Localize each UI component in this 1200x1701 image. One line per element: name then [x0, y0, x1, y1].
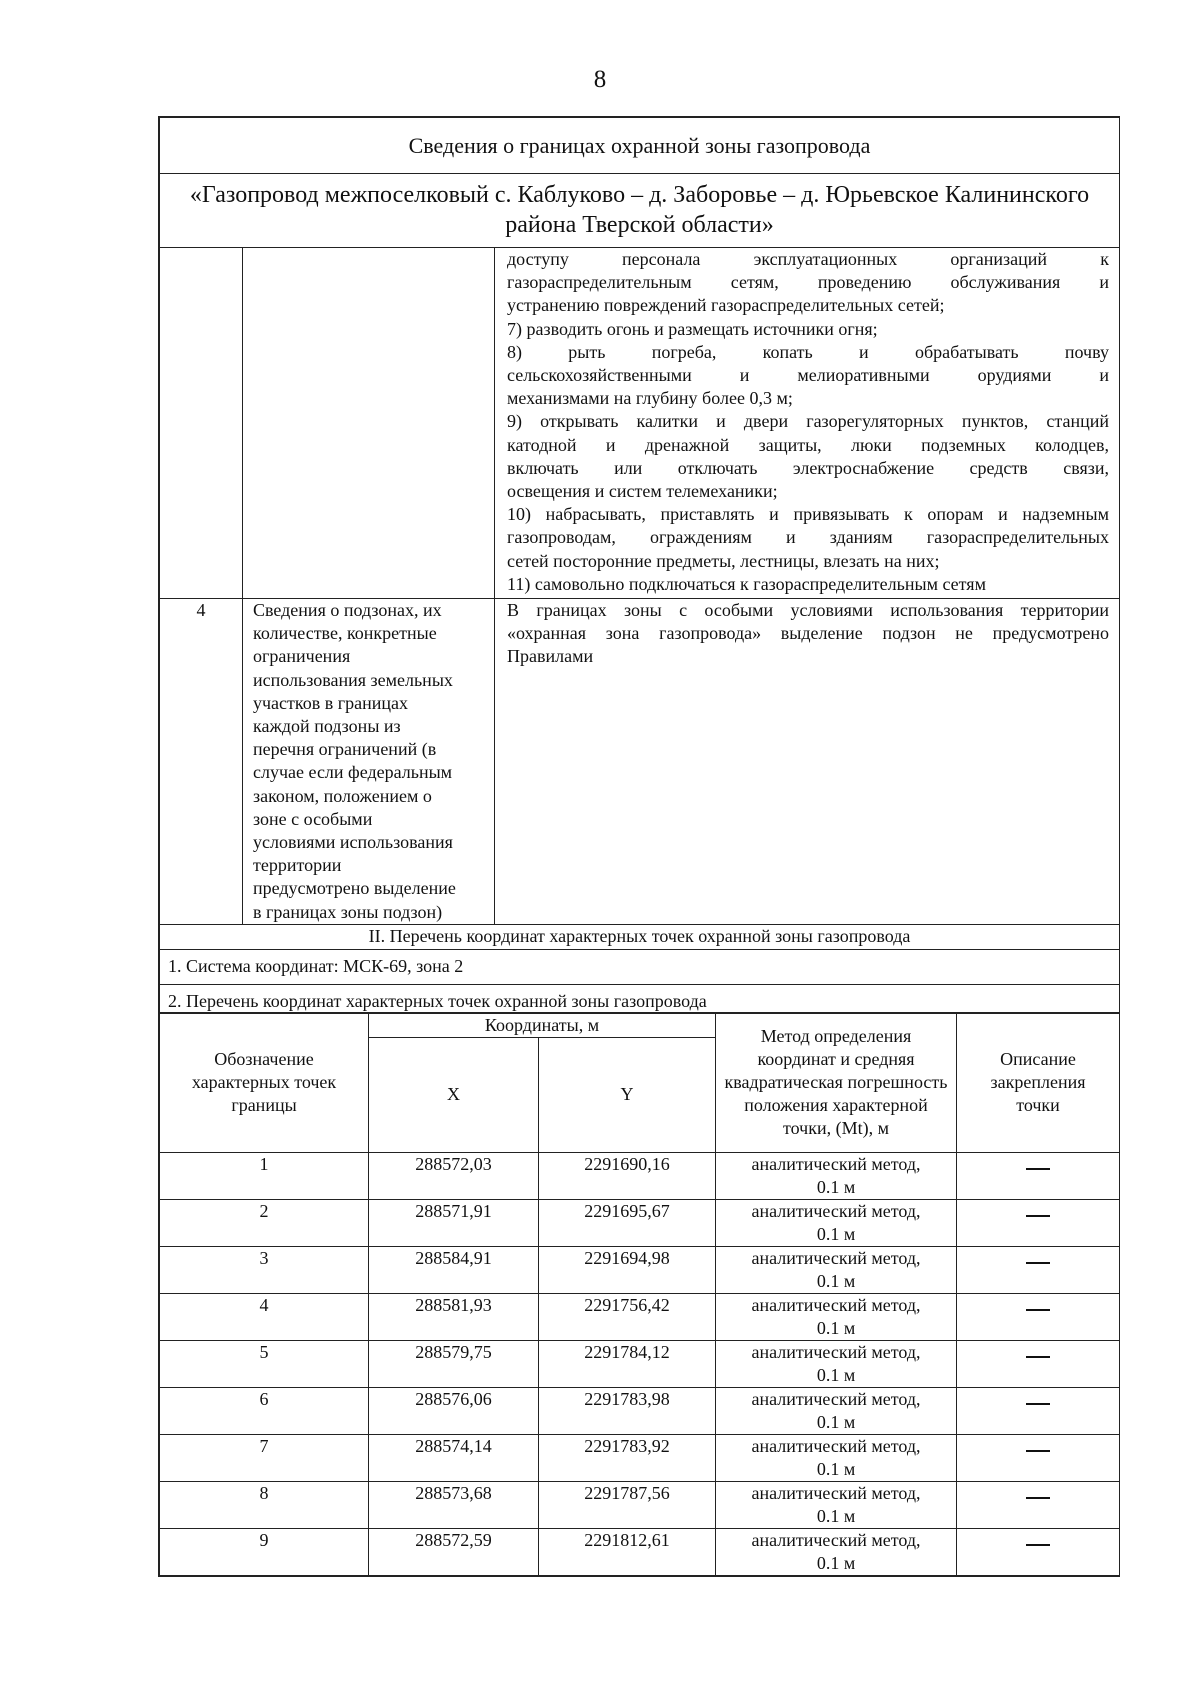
- coord-y: 2291783,92: [539, 1434, 716, 1481]
- method-text: аналитический метод,: [751, 1153, 921, 1174]
- restrictions-text: [495, 248, 1120, 599]
- subzones-label-line: перечня ограничений (в: [253, 739, 437, 760]
- method-text: аналитический метод,: [751, 1435, 921, 1456]
- dash-mark: [1026, 1215, 1050, 1217]
- restriction-line: 9) открывать калитки и двери газорегуляторных пунктов, станций: [507, 411, 1109, 432]
- point-number: 3: [160, 1246, 369, 1293]
- table-row: [160, 1293, 1120, 1340]
- table-row: [160, 1199, 1120, 1246]
- point-number: 6: [160, 1387, 369, 1434]
- coord-x: 288572,03: [369, 1152, 539, 1199]
- restriction-line: 8) рыть погреба, копать и обрабатывать почву: [507, 341, 1109, 362]
- subzones-value-line: Правилами: [507, 646, 594, 667]
- fixing-description: [957, 1152, 1120, 1199]
- method-cell: [716, 1340, 957, 1387]
- subzones-value: [495, 599, 1120, 925]
- method-cell: [716, 1434, 957, 1481]
- method-cell: [716, 1528, 957, 1575]
- subzones-label-line: Сведения о подзонах, их: [253, 600, 442, 620]
- fixing-description: [957, 1528, 1120, 1575]
- accuracy-text: 0.1 м: [816, 1223, 856, 1244]
- point-number: 7: [160, 1434, 369, 1481]
- point-number: 8: [160, 1481, 369, 1528]
- method-cell: [716, 1199, 957, 1246]
- subzones-label: [243, 599, 495, 925]
- fixing-description: [957, 1481, 1120, 1528]
- method-text: аналитический метод,: [751, 1247, 921, 1268]
- coord-x: 288581,93: [369, 1293, 539, 1340]
- coord-y: 2291756,42: [539, 1293, 716, 1340]
- subzones-label-line: предусмотрено выделение: [253, 878, 456, 899]
- method-text: аналитический метод,: [751, 1482, 921, 1503]
- page-number: 8: [593, 66, 607, 93]
- coord-list-title: 2. Перечень координат характерных точек охранной зоны газопровода: [160, 984, 1120, 1012]
- table-row: [160, 1528, 1120, 1575]
- accuracy-text: 0.1 м: [816, 1176, 856, 1197]
- coord-y: 2291812,61: [539, 1528, 716, 1575]
- fixing-description: [957, 1387, 1120, 1434]
- accuracy-text: 0.1 м: [816, 1411, 856, 1432]
- dash-mark: [1026, 1262, 1050, 1264]
- restriction-line: сельскохозяйственными и мелиоративными орудиями и: [507, 365, 1109, 386]
- restriction-line: 7) разводить огонь и размещать источники огня;: [507, 318, 878, 339]
- document-table: [158, 116, 1120, 1577]
- method-text: аналитический метод,: [751, 1341, 921, 1362]
- col-x-header: X: [369, 1037, 539, 1152]
- table-row: [160, 1434, 1120, 1481]
- accuracy-text: 0.1 м: [816, 1552, 856, 1573]
- restriction-line: устранению повреждений газораспределительных сетей;: [507, 295, 945, 316]
- table-row: [160, 1152, 1120, 1199]
- point-number: 9: [160, 1528, 369, 1575]
- method-cell: [716, 1152, 957, 1199]
- coord-system: 1. Система координат: МСК-69, зона 2: [160, 949, 1120, 984]
- method-cell: [716, 1246, 957, 1293]
- object-name: «Газопровод межпоселковый с. Каблуково – д. Заборовье – д. Юрьевское Калининского района Тверской области»: [160, 174, 1120, 248]
- method-text: аналитический метод,: [751, 1294, 921, 1315]
- dash-mark: [1026, 1450, 1050, 1452]
- coord-x: 288572,59: [369, 1528, 539, 1575]
- table-row: [160, 1387, 1120, 1434]
- point-number: 2: [160, 1199, 369, 1246]
- point-number: 4: [160, 1293, 369, 1340]
- fixing-description: [957, 1434, 1120, 1481]
- accuracy-text: 0.1 м: [816, 1458, 856, 1479]
- restriction-line: 11) самовольно подключаться к газораспределительным сетям: [507, 573, 986, 594]
- restriction-line: доступу персонала эксплуатационных организаций к: [507, 249, 1109, 269]
- coord-x: 288574,14: [369, 1434, 539, 1481]
- subzones-label-line: случае если федеральным: [253, 762, 453, 783]
- method-text: аналитический метод,: [751, 1200, 921, 1221]
- restriction-line: сетей посторонние предметы, лестницы, влезать на них;: [507, 550, 940, 571]
- subzones-label-line: условиями использования: [253, 832, 453, 853]
- restriction-line: включать или отключать электроснабжение средств связи,: [507, 457, 1109, 478]
- subzones-label-line: использования земельных: [253, 669, 453, 690]
- coord-x: 288571,91: [369, 1199, 539, 1246]
- point-number: 1: [160, 1152, 369, 1199]
- coordinates-table: [159, 1013, 1120, 1576]
- table-row: [160, 1340, 1120, 1387]
- fixing-description: [957, 1340, 1120, 1387]
- method-cell: [716, 1481, 957, 1528]
- dash-mark: [1026, 1403, 1050, 1405]
- dash-mark: [1026, 1544, 1050, 1546]
- subzones-label-line: в границах зоны подзон): [253, 901, 443, 922]
- coordinates-rows: [160, 1152, 1120, 1575]
- accuracy-text: 0.1 м: [816, 1317, 856, 1338]
- coord-y: 2291690,16: [539, 1152, 716, 1199]
- method-text: аналитический метод,: [751, 1529, 921, 1550]
- coord-x: 288579,75: [369, 1340, 539, 1387]
- coord-x: 288584,91: [369, 1246, 539, 1293]
- row-label-empty: [243, 248, 495, 599]
- restriction-line: газораспределительным сетям, проведению обслуживания и: [507, 272, 1109, 293]
- coord-x: 288573,68: [369, 1481, 539, 1528]
- coord-y: 2291787,56: [539, 1481, 716, 1528]
- subzones-label-line: количестве, конкретные: [253, 623, 437, 644]
- restriction-line: механизмами на глубину более 0,3 м;: [507, 388, 793, 409]
- coord-y: 2291695,67: [539, 1199, 716, 1246]
- subzones-value-lines: [507, 599, 1109, 669]
- dash-mark: [1026, 1497, 1050, 1499]
- dash-mark: [1026, 1168, 1050, 1170]
- accuracy-text: 0.1 м: [816, 1505, 856, 1526]
- point-number: 5: [160, 1340, 369, 1387]
- restriction-line: 10) набрасывать, приставлять и привязывать к опорам и надземным: [507, 504, 1109, 525]
- restriction-line: освещения и систем телемеханики;: [507, 481, 778, 502]
- table-title: Сведения о границах охранной зоны газопровода: [160, 118, 1120, 174]
- accuracy-text: 0.1 м: [816, 1270, 856, 1291]
- dash-mark: [1026, 1309, 1050, 1311]
- col-y-header: Y: [539, 1037, 716, 1152]
- section-ii-title: II. Перечень координат характерных точек охранной зоны газопровода: [160, 924, 1120, 949]
- method-cell: [716, 1387, 957, 1434]
- dash-mark: [1026, 1356, 1050, 1358]
- row-number-empty: [160, 248, 243, 599]
- restrictions-lines: [507, 248, 1109, 596]
- restriction-line: катодной и дренажной защиты, люки подземных колодцев,: [507, 434, 1109, 455]
- col-desc-header: Описание закрепления точки: [957, 1013, 1120, 1152]
- fixing-description: [957, 1293, 1120, 1340]
- table-row: [160, 1481, 1120, 1528]
- subzones-label-line: каждой подзоны из: [253, 716, 401, 737]
- method-text: аналитический метод,: [751, 1388, 921, 1409]
- zone-info-table: [159, 117, 1120, 1013]
- col-method-header: Метод определения координат и средняя квадратическая погрешность положения характерной точки, (Мt), м: [716, 1013, 957, 1152]
- fixing-description: [957, 1199, 1120, 1246]
- subzones-label-line: ограничения: [253, 646, 351, 667]
- subzones-value-line: В границах зоны с особыми условиями использования территории: [507, 600, 1109, 620]
- coord-y: 2291783,98: [539, 1387, 716, 1434]
- fixing-description: [957, 1246, 1120, 1293]
- subzones-label-line: законом, положением о: [253, 785, 432, 806]
- coord-y: 2291694,98: [539, 1246, 716, 1293]
- subzones-label-line: участков в границах: [253, 692, 408, 713]
- row-number: 4: [160, 599, 243, 925]
- restriction-line: газопроводам, ограждениям и зданиям газораспределительных: [507, 527, 1109, 548]
- col-point-header: Обозначение характерных точек границы: [160, 1013, 369, 1152]
- subzones-label-line: зоне с особыми: [253, 808, 373, 829]
- method-cell: [716, 1293, 957, 1340]
- subzones-label-line: территории: [253, 855, 342, 876]
- table-row: [160, 1246, 1120, 1293]
- accuracy-text: 0.1 м: [816, 1364, 856, 1385]
- subzones-value-line: «охранная зона газопровода» выделение подзон не предусмотрено: [507, 623, 1109, 644]
- coord-y: 2291784,12: [539, 1340, 716, 1387]
- subzones-label-lines: [253, 599, 484, 924]
- coord-x: 288576,06: [369, 1387, 539, 1434]
- col-coords-header: Координаты, м: [369, 1013, 716, 1037]
